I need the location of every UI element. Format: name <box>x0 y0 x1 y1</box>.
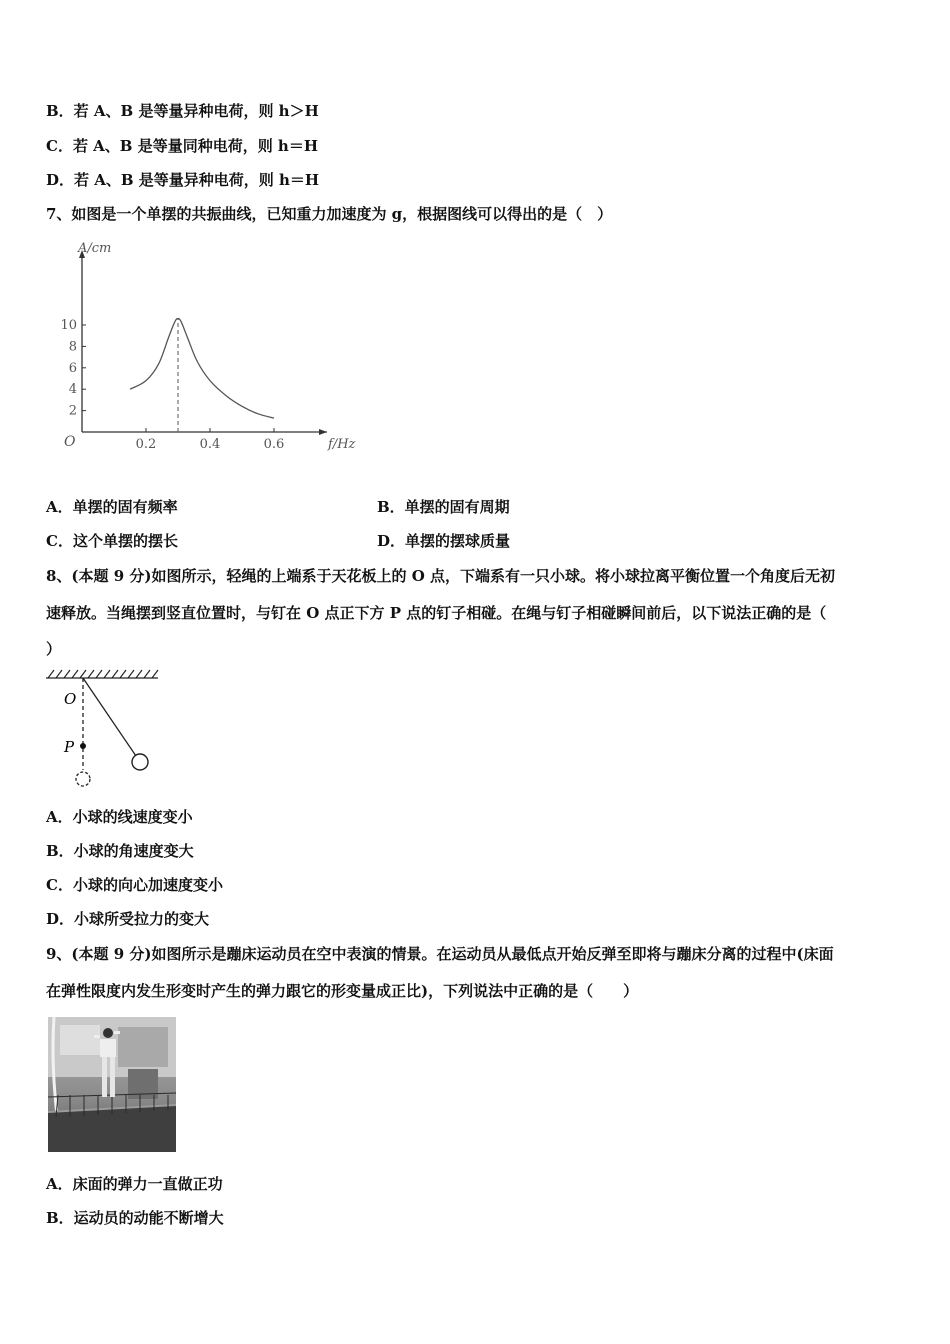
q6-option-d: D．若 A、B 是等量异种电荷，则 h＝H <box>46 171 320 189</box>
q8-option-a: A．小球的线速度变小 <box>46 808 193 826</box>
y-tick-label: 10 <box>60 318 77 333</box>
y-axis-label: A/cm <box>78 241 112 256</box>
label-p: P <box>64 738 75 756</box>
q8-option-c: C．小球的向心加速度变小 <box>46 876 223 894</box>
q9-stem-line-1: 9、(本题 9 分)如图所示是蹦床运动员在空中表演的情景。在运动员从最低点开始反弹至即将与蹦床分离的过程中(床面 <box>46 945 834 963</box>
y-tick-label: 6 <box>68 360 77 376</box>
q7-option-a: A．单摆的固有频率 <box>46 498 178 516</box>
q8-option-b: B．小球的角速度变大 <box>46 842 194 860</box>
y-tick-label: 8 <box>68 339 77 355</box>
pendulum-string <box>83 678 136 756</box>
x-tick-label: 0.4 <box>199 437 221 452</box>
label-o: O <box>64 690 77 708</box>
resonance-curve-chart <box>40 234 356 459</box>
pendulum-figure <box>42 668 167 793</box>
q6-option-b: B．若 A、B 是等量异种电荷，则 h＞H <box>46 102 319 120</box>
x-axis-arrow <box>319 429 327 435</box>
y-tick-label: 2 <box>68 403 77 419</box>
dashed-ball-position <box>76 772 90 786</box>
q7-stem: 7、如图是一个单摆的共振曲线，已知重力加速度为 g，根据图线可以得出的是（ ） <box>46 205 613 223</box>
q8-stem-line-1: 8、(本题 9 分)如图所示，轻绳的上端系于天花板上的 O 点，下端系有一只小球。将小球拉离平衡位置一个角度后无初 <box>46 567 836 585</box>
ceiling-hatch <box>46 670 158 678</box>
q9-option-a: A．床面的弹力一直做正功 <box>46 1175 223 1193</box>
q8-stem-line-2: 速释放。当绳摆到竖直位置时，与钉在 O 点正下方 P 点的钉子相碰。在绳与钉子相碰瞬间前后，以下说法正确的是（ <box>46 604 827 622</box>
q9-stem-line-2: 在弹性限度内发生形变时产生的弹力跟它的形变量成正比)，下列说法中正确的是（ ） <box>46 982 639 1000</box>
q8-option-d: D．小球所受拉力的变大 <box>46 910 210 928</box>
q9-option-b: B．运动员的动能不断增大 <box>46 1209 224 1227</box>
x-tick-label: 0.2 <box>135 437 157 452</box>
q7-option-d: D．单摆的摆球质量 <box>377 532 511 550</box>
q6-option-c: C．若 A、B 是等量同种电荷，则 h＝H <box>46 137 319 155</box>
y-tick-label: 4 <box>68 382 77 398</box>
q8-stem-line-3: ） <box>46 640 62 658</box>
nail-point-p <box>80 743 86 749</box>
x-axis-label: f/Hz <box>328 437 356 452</box>
pendulum-ball <box>132 754 148 770</box>
x-tick-label: 0.6 <box>263 437 285 452</box>
resonance-curve-line <box>130 319 274 419</box>
origin-label: O <box>64 434 76 450</box>
q7-option-c: C．这个单摆的摆长 <box>46 532 178 550</box>
q7-option-b: B．单摆的固有周期 <box>377 498 510 516</box>
trampoline-photo <box>48 1017 176 1152</box>
